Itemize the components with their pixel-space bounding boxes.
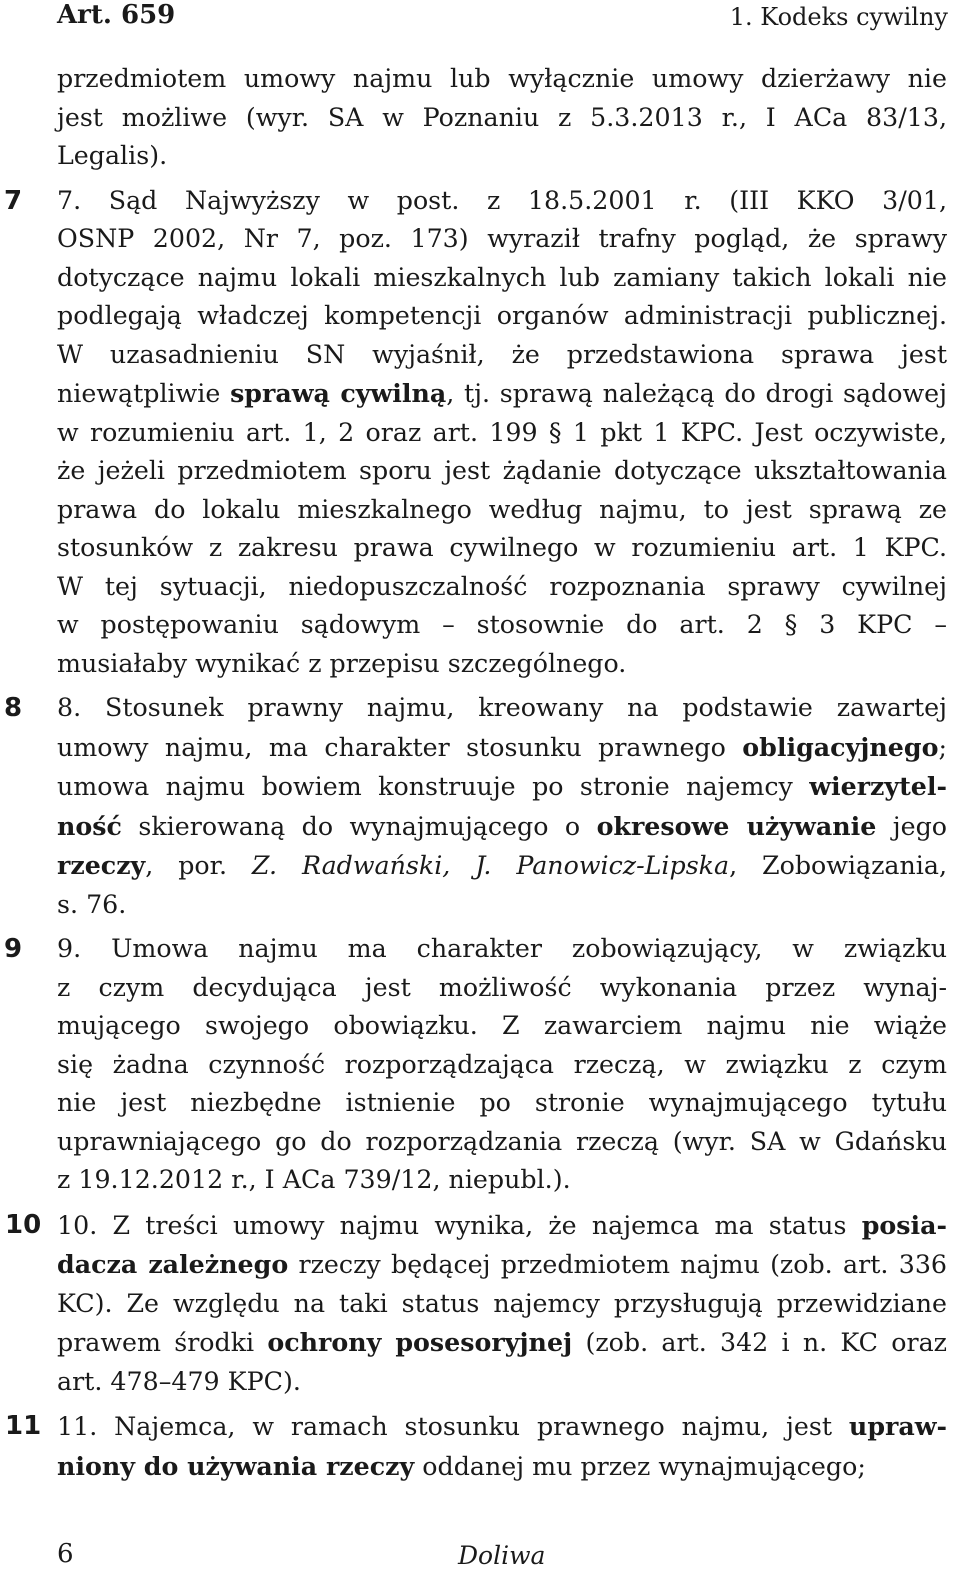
text-line: się żadna czynność rozporządzająca rzeczą, w związku z czym xyxy=(57,1049,947,1079)
text-line: uprawniającego go do rozporządzania rzeczą (wyr. SA w Gdańsku xyxy=(57,1126,947,1156)
text-line: w postępowaniu sądowym – stosownie do art. 2 § 3 KPC – xyxy=(57,610,947,639)
text-line: dacza zależnego rzeczy będącej przedmiotem najmu (zob. art. 336 xyxy=(57,1249,948,1279)
text-line: OSNP 2002, Nr 7, poz. 173) wyraził trafny pogląd, że sprawy xyxy=(57,224,947,253)
margin-number: 10 xyxy=(5,1209,42,1240)
text-line: umowa najmu bowiem konstruuje po stronie najemcy wierzytel- xyxy=(57,771,947,801)
page-footer xyxy=(0,1535,960,1571)
paragraph xyxy=(57,60,947,176)
text-line: że jeżeli przedmiotem sporu jest żądanie dotyczące ukształtowania xyxy=(57,456,947,485)
page-number: 6 xyxy=(57,1539,74,1569)
text-line: Legalis). xyxy=(57,141,168,170)
publisher-name: Doliwa xyxy=(458,1541,546,1570)
margin-number: 11 xyxy=(5,1411,42,1441)
text-line: przedmiotem umowy najmu lub wyłącznie umowy dzierżawy nie xyxy=(57,64,947,93)
text-line: mującego swojego obowiązku. Z zawarciem najmu nie wiąże xyxy=(57,1011,947,1040)
text-line: jest możliwe (wyr. SA w Poznaniu z 5.3.2013 r., I ACa 83/13, xyxy=(57,102,947,132)
text-line: KC). Ze względu na taki status najemcy przysługują przewidziane xyxy=(57,1288,947,1318)
paragraph xyxy=(5,1407,947,1486)
page-header xyxy=(0,0,960,36)
text-line: art. 478–479 KPC). xyxy=(57,1366,301,1396)
text-line: ność skierowaną do wynajmującego o okresowe używanie jego xyxy=(57,810,947,841)
paragraph xyxy=(4,689,948,924)
text-line: 8. Stosunek prawny najmu, kreowany na podstawie zawartej xyxy=(57,693,947,722)
text-line: W tej sytuacji, niedopuszczalność rozpoznania sprawy cywilnej xyxy=(57,571,947,601)
text-line: stosunków z zakresu prawa cywilnego w rozumieniu art. 1 KPC. xyxy=(57,533,947,562)
margin-number: 9 xyxy=(4,934,23,964)
text-line: 9. Umowa najmu ma charakter zobowiązujący, w związku xyxy=(57,934,947,963)
text-line: niony do używania rzeczy oddanej mu przez wynajmującego; xyxy=(57,1450,866,1481)
text-line: umowy najmu, ma charakter stosunku prawnego obligacyjnego; xyxy=(57,731,947,762)
text-line: 11. Najemca, w ramach stosunku prawnego najmu, jest upraw- xyxy=(57,1411,947,1441)
text-line: W uzasadnieniu SN wyjaśnił, że przedstawiona sprawa jest xyxy=(57,339,947,369)
text-line: musiałaby wynikać z przepisu szczególnego. xyxy=(57,648,627,678)
paragraph xyxy=(4,930,947,1200)
text-line: 7. Sąd Najwyższy w post. z 18.5.2001 r. (III KKO 3/01, xyxy=(57,185,947,215)
text-line: prawem środki ochrony posesoryjnej (zob. art. 342 i n. KC oraz xyxy=(57,1327,947,1357)
text-line: rzeczy, por. Z. Radwański, J. Panowicz-Lipska, Zobowiązania, xyxy=(57,850,948,880)
margin-number: 7 xyxy=(4,185,23,216)
text-line: z czym decydująca jest możliwość wykonania przez wynaj- xyxy=(57,972,947,1002)
text-line: niewątpliwie sprawą cywilną, tj. sprawą należącą do drogi sądowej xyxy=(57,378,947,408)
margin-number: 8 xyxy=(4,693,23,723)
article-title: Art. 659 xyxy=(57,0,176,30)
text-line: 10. Z treści umowy najmu wynika, że najemca ma status posia- xyxy=(57,1209,947,1240)
text-line: prawa do lokalu mieszkalnego według najmu, to jest sprawą ze xyxy=(57,494,947,524)
text-line: nie jest niezbędne istnienie po stronie wynajmującego tytułu xyxy=(57,1088,947,1117)
paragraph xyxy=(4,182,947,684)
text-line: podlegają władczej kompetencji organów administracji publicznej. xyxy=(57,301,947,330)
commentary-body xyxy=(4,60,948,1492)
paragraph xyxy=(5,1206,948,1402)
text-line: dotyczące najmu lokali mieszkalnych lub zamiany takich lokali nie xyxy=(57,262,947,292)
running-header-source: 1. Kodeks cywilny xyxy=(729,3,948,31)
text-line: s. 76. xyxy=(57,889,127,919)
text-line: z 19.12.2012 r., I ACa 739/12, niepubl.). xyxy=(57,1165,571,1194)
text-line: w rozumieniu art. 1, 2 oraz art. 199 § 1 pkt 1 KPC. Jest oczywiste, xyxy=(57,417,947,447)
